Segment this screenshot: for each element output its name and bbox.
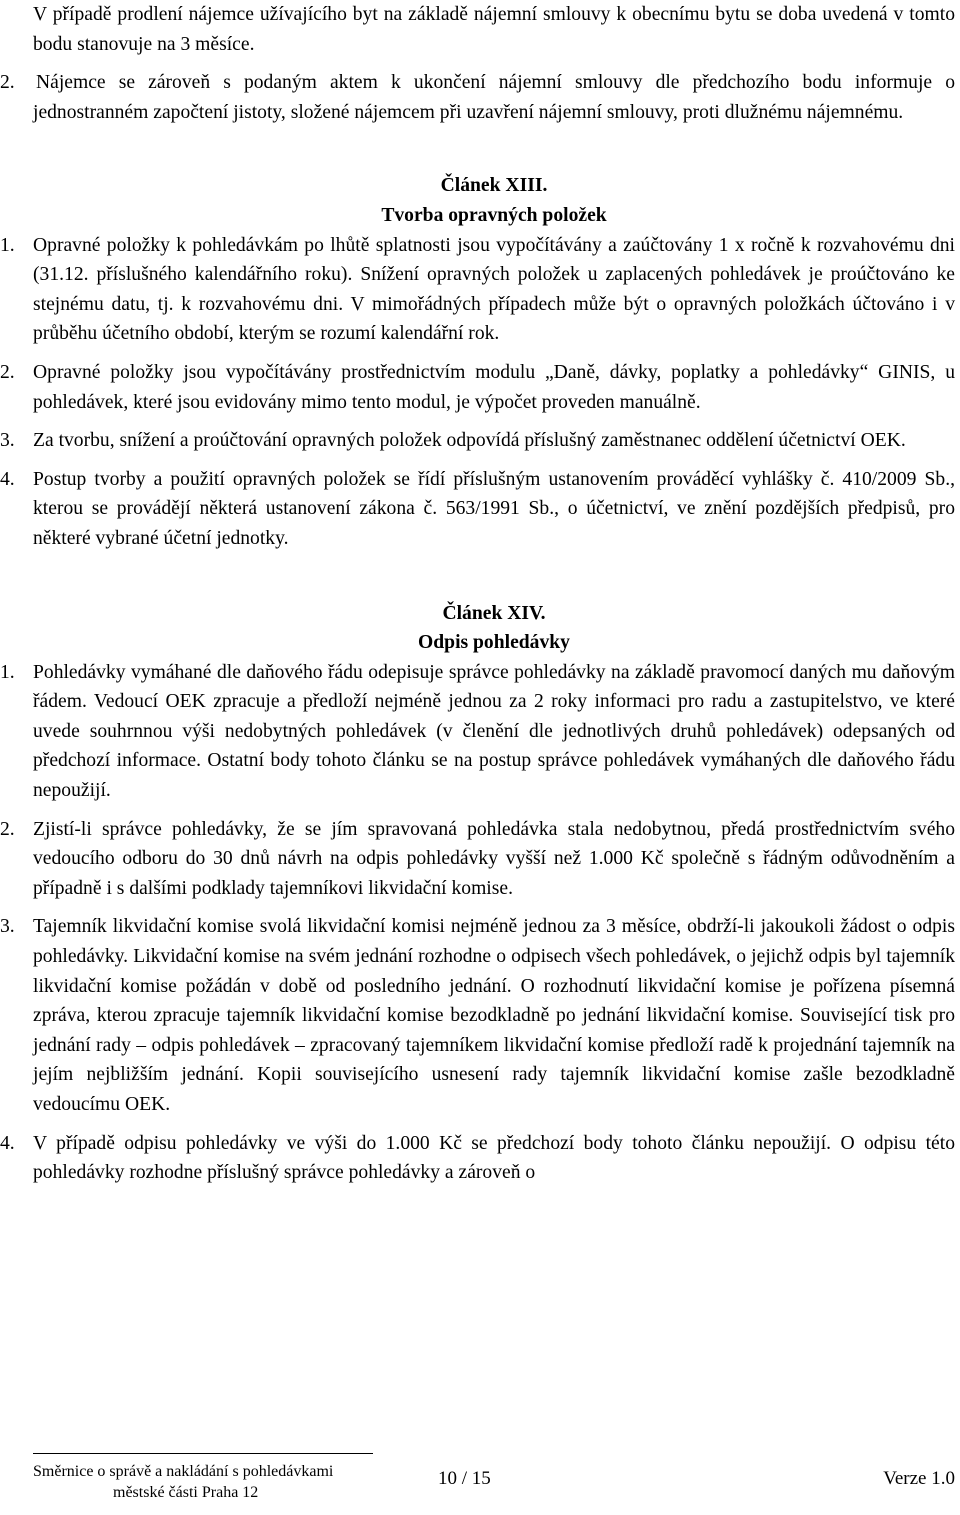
item-number: 4. [0,1132,15,1154]
item-text: Opravné položky k pohledávkám po lhůtě splatnosti jsou vypočítávány a zaúčtovány 1 x ročně k rozvahovému dni (31.12. příslušného kalendářního roku). Snížení opravných položek u zaplacených pohledávek je proúčtováno ke stejnému datu, tj. k rozvahovému dni. V mimořádných případech může být o opravných položkách účtováno i v průběhu účetního období, kterým se rozumí kalendářní rok. [33,234,955,345]
article-13-title: Článek XIII. [440,175,548,197]
item-text: Za tvorbu, snížení a proúčtování opravných položek odpovídá příslušný zaměstnanec oddělení účetnictví OEK. [33,430,906,452]
item-number: 3. [0,430,15,452]
article-14-item [0,815,955,904]
footer-divider [33,1453,373,1454]
item-text: Pohledávky vymáhané dle daňového řádu odepisuje správce pohledávky na základě pravomocí daných mu daňovým řádem. Vedoucí OEK zpracuje a předloží nejméně jednou za 2 roky informaci pro radu a zastupitelstvo, ve které uvede souhrnnou výši nedobytných pohledávek (v členění dle jednotlivých druhů pohledávek) odepsaných od předchozí informace. Ostatní body tohoto článku se na postup správce pohledávek vymáhaných dle daňového řádu nepoužijí. [33,661,955,802]
article-13-item [0,358,955,417]
page-number: 10 / 15 [438,1468,491,1489]
footer-title-line-1: Směrnice o správě a nakládání s pohledávkami [33,1463,334,1480]
article-14-subtitle: Odpis pohledávky [418,632,570,654]
article-13-item [0,426,955,456]
item-number: 1. [0,661,15,683]
item-number: 2. [0,361,15,383]
spacer [33,563,955,599]
document-version: Verze 1.0 [883,1468,955,1489]
item-number: 2. [0,818,15,840]
intro-item-number: 2. [0,72,15,94]
article-14-item [0,1129,955,1188]
article-13-item [0,465,955,554]
item-text: V případě odpisu pohledávky ve výši do 1.000 Kč se předchozí body tohoto článku nepoužijí. O odpisu této pohledávky rozhodne příslušný správce pohledávky a zároveň o [33,1132,955,1184]
item-number: 4. [0,468,15,490]
article-14-item [0,912,955,1119]
footer-title-line-2: městské části Praha 12 [113,1484,259,1501]
article-14-item [0,658,955,806]
intro-item-text: Nájemce se zároveň s podaným aktem k ukončení nájemní smlouvy dle předchozího bodu informuje o jednostranném započtení jistoty, složené nájemcem při uzavření nájemní smlouvy, proti dlužnému nájemnému. [33,72,955,123]
article-14-title: Článek XIV. [442,602,546,624]
article-13-item [0,231,955,349]
spacer [33,136,955,171]
article-13-subtitle: Tvorba opravných položek [381,204,607,226]
intro-paragraph: V případě prodlení nájemce užívajícího byt na základě nájemní smlouvy k obecnímu bytu se doba uvedená v tomto bodu stanovuje na 3 měsíce. [33,4,955,55]
item-text: Zjistí-li správce pohledávky, že se jím spravovaná pohledávka stala nedobytnou, předá prostřednictvím svého vedoucího odboru do 30 dnů návrh na odpis pohledávky vyšší než 1.000 Kč společně s řádným odůvodněním a případně i s dalšími podklady tajemníkovi likvidační komise. [33,818,955,899]
item-text: Opravné položky jsou vypočítávány prostřednictvím modulu „Daně, dávky, poplatky a pohledávky“ GINIS, u pohledávek, které jsou evidovány mimo tento modul, je výpočet proveden manuálně. [33,361,955,413]
item-number: 1. [0,234,15,256]
footer-document-title [33,1461,333,1503]
item-text: Tajemník likvidační komise svolá likvidační komisi nejméně jednou za 3 měsíce, obdrží-li jakoukoli žádost o odpis pohledávky. Likvidační komise na svém jednání rozhodne o odpisech všech pohledávek, o jejichž odpis byl tajemník likvidační komise požádán v době od posledního jednání. O rozhodnutí likvidační komise je pořízena písemná zpráva, kterou zpracuje tajemník likvidační komise bezodkladně po jednání likvidační komise. Související tisk pro jednání rady – odpis pohledávek – zpracovaný tajemníkem likvidační komise předloží radě k projednání tajemník na jejím nejbližším jednání. Kopii souvisejícího usnesení rady tajemník likvidační komise zašle bezodkladně vedoucímu OEK. [33,916,955,1115]
intro-item-2 [0,68,955,127]
item-number: 3. [0,916,15,938]
item-text: Postup tvorby a použití opravných položek se řídí příslušným ustanovením prováděcí vyhlášky č. 410/2009 Sb., kterou se provádějí některá ustanovení zákona č. 563/1991 Sb., o účetnictví, ve znění pozdějších předpisů, pro některé vybrané účetní jednotky. [33,468,955,549]
page-footer [33,1453,955,1513]
